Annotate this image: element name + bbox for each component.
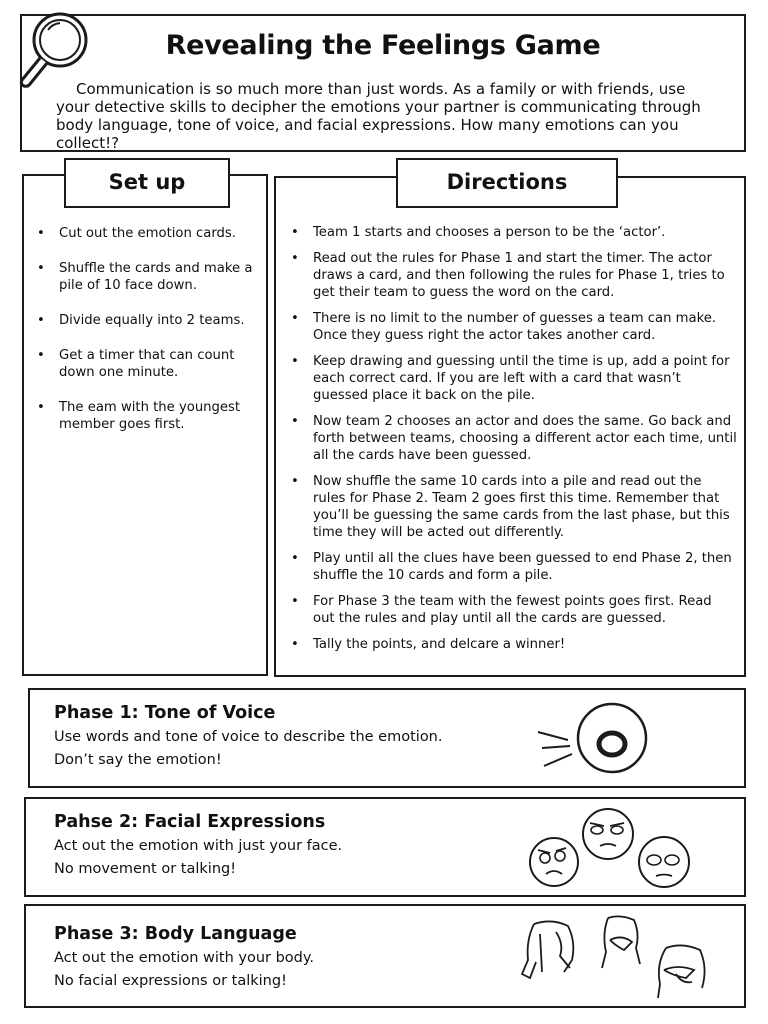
phase-1-line-2: Don’t say the emotion!	[54, 752, 222, 768]
list-item: • Keep drawing and guessing until the time is up, add a point for each correct card. If you are left with a card that wasn’t guessed place it back on the pile.	[313, 353, 737, 404]
phase-1-title: Phase 1: Tone of Voice	[54, 703, 276, 723]
list-item: • Divide equally into 2 teams.	[59, 312, 259, 329]
phase-3-line-1: Act out the emotion with your body.	[54, 950, 314, 966]
list-item: • There is no limit to the number of guesses a team can make. Once they guess right the actor takes another card.	[313, 310, 737, 344]
list-item: • The eam with the youngest member goes first.	[59, 399, 259, 433]
list-item: • Cut out the emotion cards.	[59, 225, 259, 242]
list-item: • Now team 2 chooses an actor and does the same. Go back and forth between teams, choosing a different actor each time, until all the cards have been guessed.	[313, 413, 737, 464]
list-item: • Play until all the clues have been guessed to end Phase 2, then shuffle the 10 cards and form a pile.	[313, 550, 737, 584]
page-title: Revealing the Feelings Game	[165, 30, 601, 61]
header-box	[20, 14, 746, 152]
directions-heading: Directions	[396, 158, 618, 208]
list-item: • For Phase 3 the team with the fewest points goes first. Read out the rules and play until all the cards are guessed.	[313, 593, 737, 627]
phase-3-line-2: No facial expressions or talking!	[54, 973, 287, 989]
phase-3-title: Phase 3: Body Language	[54, 924, 297, 944]
body-poses-icon	[516, 912, 716, 1004]
list-item: • Team 1 starts and chooses a person to be the ‘actor’.	[313, 224, 737, 241]
speaking-mouth-icon	[530, 700, 650, 780]
intro-text: Communication is so much more than just words. As a family or with friends, use your detective skills to decipher the emotions your partner is communicating through body language, tone of voice, and facial expressions. How many emotions can you collect!?	[56, 80, 701, 152]
list-item: • Now shuffle the same 10 cards into a pile and read out the rules for Phase 2. Team 2 goes first this time. Remember that you’ll be guessing the same cards from the last phase, but this time they will be acted out differently.	[313, 473, 737, 541]
phase-2-title: Pahse 2: Facial Expressions	[54, 812, 326, 832]
list-item: • Shuffle the cards and make a pile of 10 face down.	[59, 260, 259, 294]
phase-2-line-1: Act out the emotion with just your face.	[54, 838, 343, 854]
magnifying-glass-icon	[10, 8, 90, 92]
setup-list	[59, 225, 259, 451]
faces-icon	[524, 806, 694, 892]
phase-2-line-2: No movement or talking!	[54, 861, 237, 877]
directions-list	[313, 224, 737, 662]
list-item: • Get a timer that can count down one minute.	[59, 347, 259, 381]
phase-1-line-1: Use words and tone of voice to describe the emotion.	[54, 729, 443, 745]
setup-heading: Set up	[64, 158, 230, 208]
list-item: • Read out the rules for Phase 1 and start the timer. The actor draws a card, and then following the rules for Phase 1, tries to get their team to guess the word on the card.	[313, 250, 737, 301]
list-item: • Tally the points, and delcare a winner!	[313, 636, 737, 653]
